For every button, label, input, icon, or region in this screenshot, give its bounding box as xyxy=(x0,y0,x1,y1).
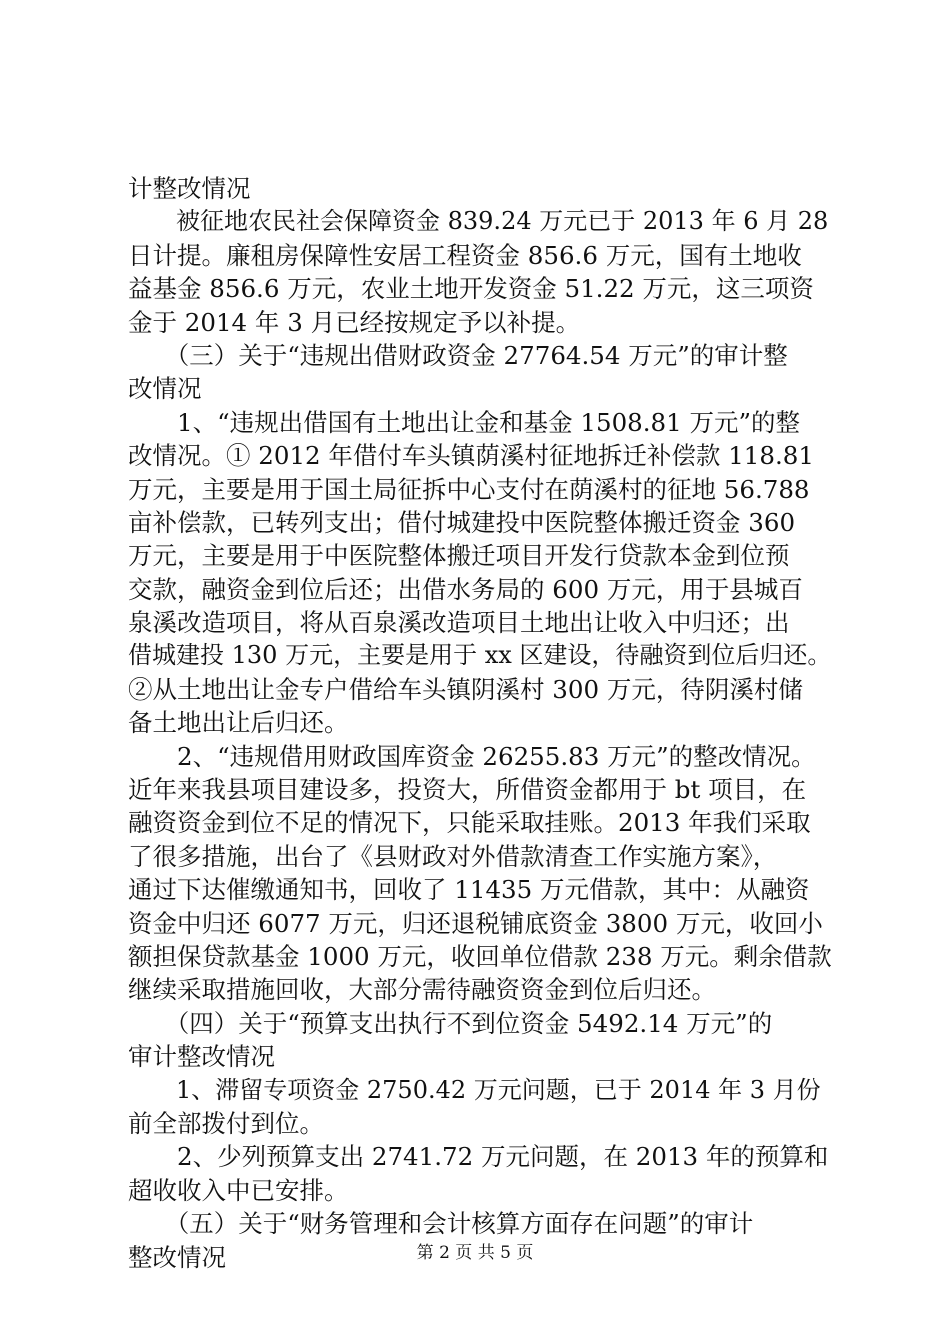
section-heading: （五）关于“财务管理和会计核算方面存在问题”的审计 xyxy=(128,1209,754,1239)
page-footer: 第 2 页 共 5 页 xyxy=(416,1243,534,1263)
text-line: 改情况。① 2012 年借付车头镇荫溪村征地拆迁补偿款 118.81 xyxy=(128,441,814,471)
section-heading: 整改情况 xyxy=(128,1242,226,1272)
text-line: 继续采取措施回收，大部分需待融资资金到位后归还。 xyxy=(128,975,716,1005)
text-line: 通过下达催缴通知书，回收了 11435 万元借款，其中：从融资 xyxy=(128,875,810,905)
section-heading: 审计整改情况 xyxy=(128,1042,275,1072)
text-line: 计整改情况 xyxy=(128,174,251,203)
text-line: 2、“违规借用财政国库资金 26255.83 万元”的整改情况。 xyxy=(128,741,816,771)
text-line: 交款，融资金到位后还；出借水务局的 600 万元，用于县城百 xyxy=(128,574,803,604)
text-line: 益基金 856.6 万元，农业土地开发资金 51.22 万元，这三项资 xyxy=(128,274,814,304)
text-line: 融资资金到位不足的情况下，只能采取挂账。2013 年我们采取 xyxy=(128,808,811,838)
text-line: 亩补偿款，已转列支出；借付城建投中医院整体搬迁资金 360 xyxy=(128,507,796,537)
section-heading: （四）关于“预算支出执行不到位资金 5492.14 万元”的 xyxy=(128,1008,773,1038)
text-line: 超收收入中已安排。 xyxy=(128,1175,349,1205)
text-line: 万元，主要是用于国土局征拆中心支付在荫溪村的征地 56.788 xyxy=(128,474,810,504)
text-line: 万元，主要是用于中医院整体搬迁项目开发行贷款本金到位预 xyxy=(128,541,790,571)
text-line: 1、滞留专项资金 2750.42 万元问题，已于 2014 年 3 月份 xyxy=(128,1075,821,1104)
text-line: 金于 2014 年 3 月已经按规定予以补提。 xyxy=(128,307,581,337)
text-line: 备土地出让后归还。 xyxy=(128,708,349,738)
text-line: 泉溪改造项目，将从百泉溪改造项目土地出让收入中归还；出 xyxy=(128,608,790,638)
document-body xyxy=(128,172,834,1274)
text-line: ②从土地出让金专户借给车头镇阴溪村 300 万元，待阴溪村储 xyxy=(128,674,803,704)
text-line: 借城建投 130 万元，主要是用于 xx 区建设，待融资到位后归还。 xyxy=(128,641,832,670)
text-line: 资金中归还 6077 万元，归还退税铺底资金 3800 万元，收回小 xyxy=(128,908,823,938)
text-line: 2、少列预算支出 2741.72 万元问题，在 2013 年的预算和 xyxy=(128,1142,829,1172)
text-line: 日计提。廉租房保障性安居工程资金 856.6 万元，国有土地收 xyxy=(128,240,802,270)
text-line: 了很多措施，出台了《县财政对外借款清查工作实施方案》， xyxy=(128,841,778,871)
text-line: 前全部拨付到位。 xyxy=(128,1108,324,1138)
text-line: 近年来我县项目建设多，投资大，所借资金都用于 bt 项目，在 xyxy=(128,775,807,805)
text-line: 额担保贷款基金 1000 万元，收回单位借款 238 万元。剩余借款 xyxy=(128,941,832,971)
section-heading: （三）关于“违规出借财政资金 27764.54 万元”的审计整 xyxy=(128,340,788,370)
section-heading: 改情况 xyxy=(128,374,202,404)
text-line: 被征地农民社会保障资金 839.24 万元已于 2013 年 6 月 28 xyxy=(128,207,829,236)
text-line: 1、“违规出借国有土地出让金和基金 1508.81 万元”的整 xyxy=(128,407,801,437)
